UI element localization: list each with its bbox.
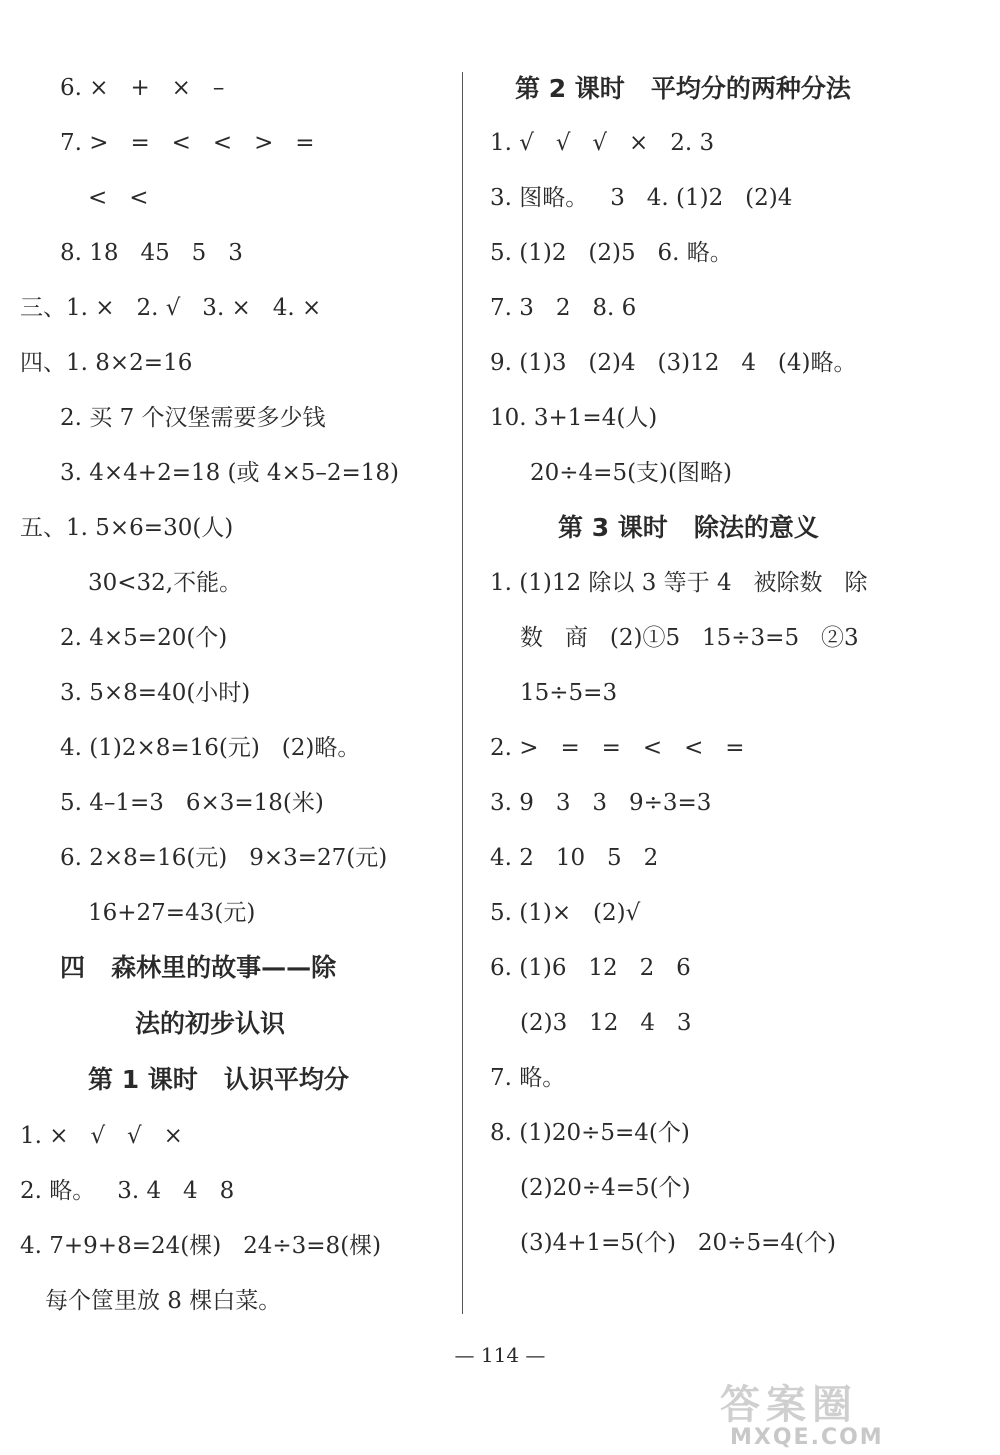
answer-line: 2. 略。 3. 4 4 8: [20, 1178, 235, 1204]
answer-line: 7. 略。: [490, 1065, 566, 1091]
answer-line: 4. 7+9+8=24(棵) 24÷3=8(棵): [20, 1233, 382, 1259]
answer-line: < <: [88, 185, 149, 211]
answer-line: 8. 18 45 5 3: [60, 240, 243, 266]
answer-line: 2. 买 7 个汉堡需要多少钱: [60, 405, 326, 431]
lesson-heading: 第 3 课时 除法的意义: [558, 513, 819, 542]
answer-line: 1. (1)12 除以 3 等于 4 被除数 除: [490, 570, 868, 596]
answer-line: 1. √ √ √ × 2. 3: [490, 130, 715, 156]
answer-line: 30<32,不能。: [88, 570, 243, 596]
answer-line: 数 商 (2)①5 15÷3=5 ②3: [520, 625, 859, 651]
lesson-heading: 第 2 课时 平均分的两种分法: [515, 74, 851, 103]
answer-line: 5. (1)2 (2)5 6. 略。: [490, 240, 733, 266]
answer-line: 10. 3+1=4(人): [490, 405, 658, 431]
chapter-title: 法的初步认识: [135, 1009, 286, 1038]
answer-line: (2)20÷4=5(个): [520, 1175, 691, 1201]
answer-line: 3. 4×4+2=18 (或 4×5–2=18): [60, 460, 400, 486]
answer-line: 每个筐里放 8 棵白菜。: [45, 1288, 282, 1314]
answer-line: 4. 2 10 5 2: [490, 845, 659, 871]
answer-line: 7. > = < < > =: [60, 130, 315, 156]
chapter-title: 四 森林里的故事——除: [60, 953, 337, 982]
answer-line: 6. (1)6 12 2 6: [490, 955, 691, 981]
answer-line: 5. (1)× (2)√: [490, 900, 641, 926]
answer-line: 6. 2×8=16(元) 9×3=27(元): [60, 845, 388, 871]
page-number: — 114 —: [454, 1343, 546, 1367]
answer-line: 8. (1)20÷5=4(个): [490, 1120, 690, 1146]
answer-line: 四、1. 8×2=16: [20, 350, 193, 376]
answer-line: 4. (1)2×8=16(元) (2)略。: [60, 735, 361, 761]
watermark-mark: 答案圈: [720, 1382, 858, 1428]
answer-line: 9. (1)3 (2)4 (3)12 4 (4)略。: [490, 350, 857, 376]
answer-line: (2)3 12 4 3: [520, 1010, 692, 1036]
answer-line: (3)4+1=5(个) 20÷5=4(个): [520, 1230, 836, 1256]
answer-line: 3. 5×8=40(小时): [60, 680, 251, 706]
answer-line: 1. × √ √ ×: [20, 1123, 183, 1149]
watermark-url: MXQE.COM: [730, 1425, 884, 1450]
answer-line: 15÷5=3: [520, 680, 618, 706]
answer-line: 2. 4×5=20(个): [60, 625, 228, 651]
answer-line: 6. × + × –: [60, 75, 225, 101]
answer-line: 5. 4–1=3 6×3=18(米): [60, 790, 324, 816]
answer-line: 2. > = = < < =: [490, 735, 745, 761]
answer-line: 五、1. 5×6=30(人): [20, 515, 234, 541]
lesson-heading: 第 1 课时 认识平均分: [88, 1065, 349, 1094]
answer-line: 3. 图略。 3 4. (1)2 (2)4: [490, 185, 793, 211]
answer-line: 3. 9 3 3 9÷3=3: [490, 790, 712, 816]
column-divider: [462, 72, 463, 1314]
answer-line: 7. 3 2 8. 6: [490, 295, 637, 321]
answer-line: 16+27=43(元): [88, 900, 256, 926]
answer-line: 三、1. × 2. √ 3. × 4. ×: [20, 295, 322, 321]
watermark-logo: [720, 1382, 990, 1450]
answer-line: 20÷4=5(支)(图略): [530, 460, 732, 486]
